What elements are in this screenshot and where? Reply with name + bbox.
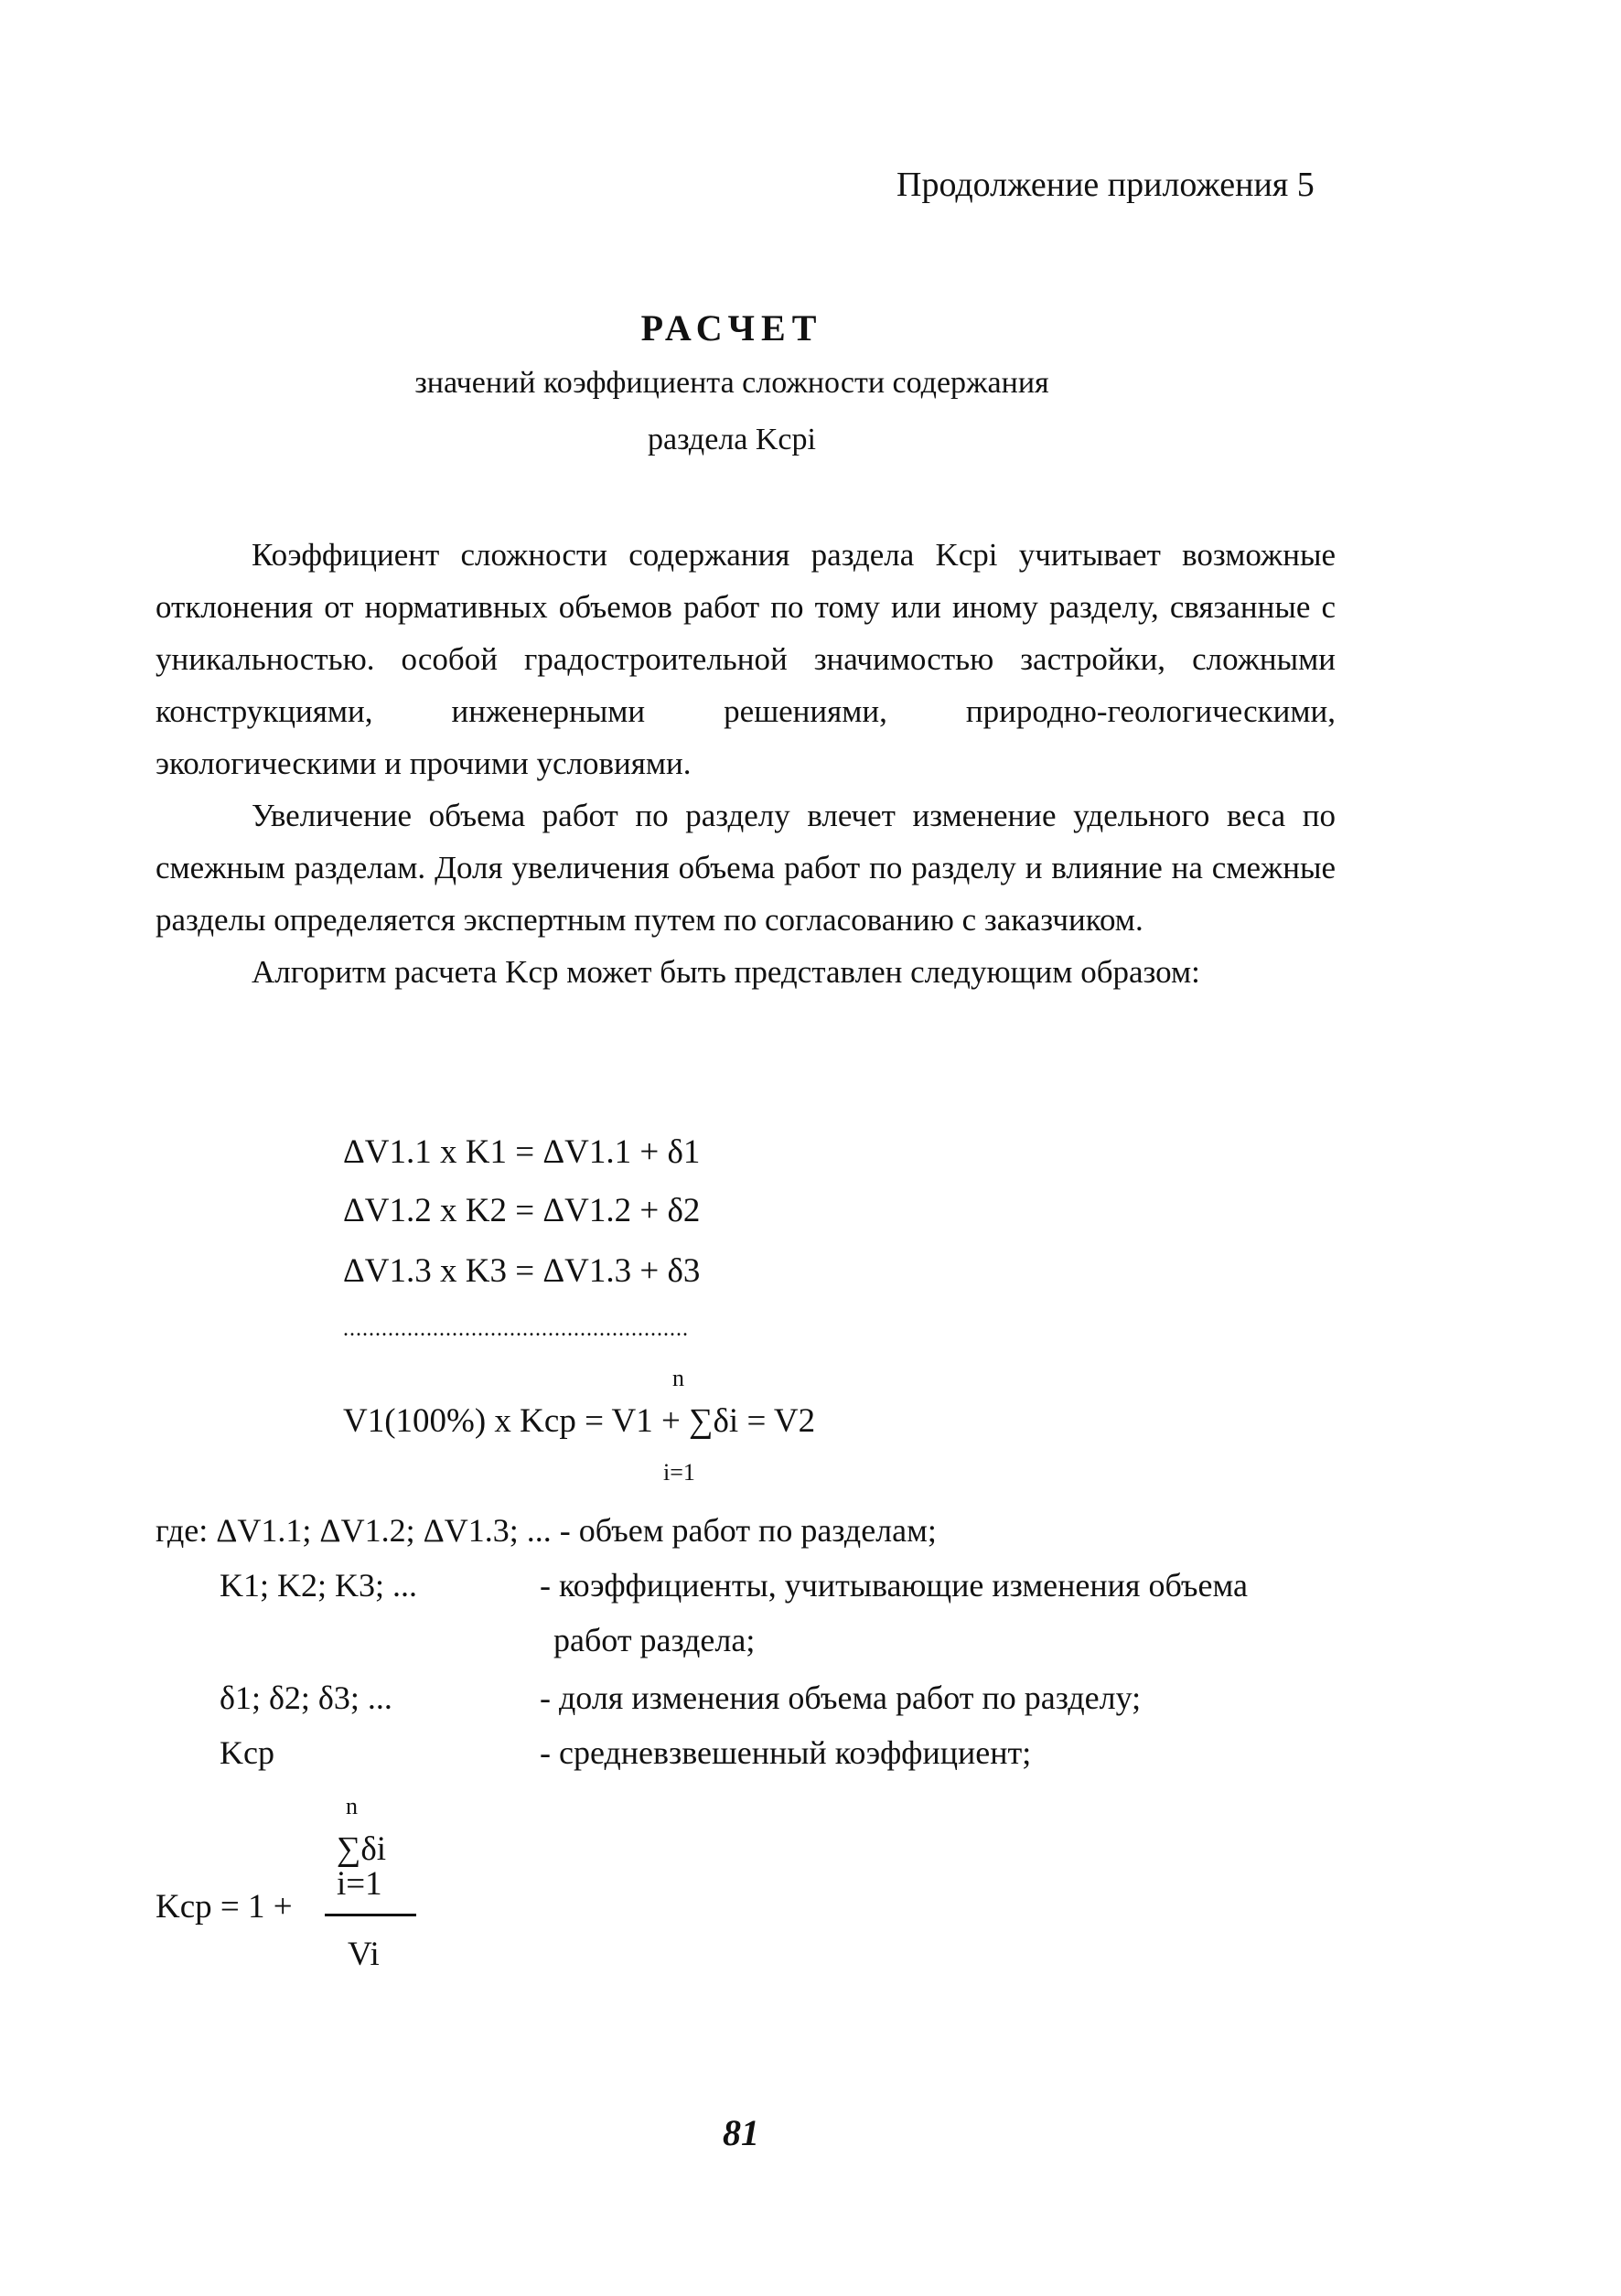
- legend-where: где: ΔV1.1; ΔV1.2; ΔV1.3; ... - объем работ по разделам;: [156, 1512, 937, 1549]
- legend-k-description: - коэффициенты, учитывающие изменения объема: [540, 1567, 1248, 1604]
- paragraph-1: Коэффициент сложности содержания раздела Kcpi учитывает возможные отклонения от нормативных объемов работ по тому или иному разделу, связанные с уникальностью. особой градостроительной значимостью застройки, сложными конструкциями, инженерными решениями, природно-геологическими, экологическими и прочими условиями.: [156, 537, 1336, 781]
- legend-delta-description: - доля изменения объема работ по разделу;: [540, 1679, 1142, 1716]
- formula-sum: ∑δi: [337, 1830, 387, 1868]
- formula-lower-limit: i=1: [337, 1865, 382, 1903]
- formula-lhs: Kcp = 1 +: [156, 1888, 293, 1926]
- equation-2: ΔV1.2 x K2 = ΔV1.2 + δ2: [343, 1192, 701, 1229]
- sum-equation: V1(100%) x Kcp = V1 + ∑δi = V2: [343, 1402, 816, 1440]
- sum-lower-limit: i=1: [663, 1459, 695, 1486]
- doc-subtitle: значений коэффициента сложности содержания: [414, 366, 1049, 400]
- doc-title: РАСЧЕТ: [640, 307, 823, 349]
- body-text: [156, 529, 1336, 998]
- paragraph-2: Увеличение объема работ по разделу влечет изменение удельного веса по смежным разделам. Доля увеличения объема работ по разделу и влияние на смежные разделы определяется экспертным путем по согласованию с заказчиком.: [156, 798, 1336, 938]
- legend-k-symbols: K1; K2; K3; ...: [220, 1567, 417, 1604]
- equation-dots: ......................................................: [343, 1317, 689, 1341]
- page-number: 81: [723, 2112, 759, 2153]
- equation-3: ΔV1.3 x K3 = ΔV1.3 + δ3: [343, 1252, 701, 1290]
- formula-upper-limit: n: [346, 1793, 358, 1819]
- legend-delta-symbols: δ1; δ2; δ3; ...: [220, 1679, 392, 1716]
- paragraph-3: Алгоритм расчета Kcp может быть представлен следующим образом:: [252, 954, 1200, 990]
- sum-upper-limit: n: [672, 1365, 684, 1391]
- legend-kcp-description: - средневзвешенный коэффициент;: [540, 1734, 1032, 1771]
- equation-1: ΔV1.1 x K1 = ΔV1.1 + δ1: [343, 1133, 701, 1171]
- legend-kcp-symbol: Kcp: [220, 1734, 274, 1771]
- fraction-bar: [325, 1914, 416, 1916]
- doc-subtitle-line3: раздела Kcpi: [648, 423, 816, 456]
- continuation-note: Продолжение приложения 5: [896, 166, 1315, 204]
- legend-k-description-cont: работ раздела;: [553, 1622, 756, 1658]
- formula-denominator: Vi: [348, 1936, 380, 1973]
